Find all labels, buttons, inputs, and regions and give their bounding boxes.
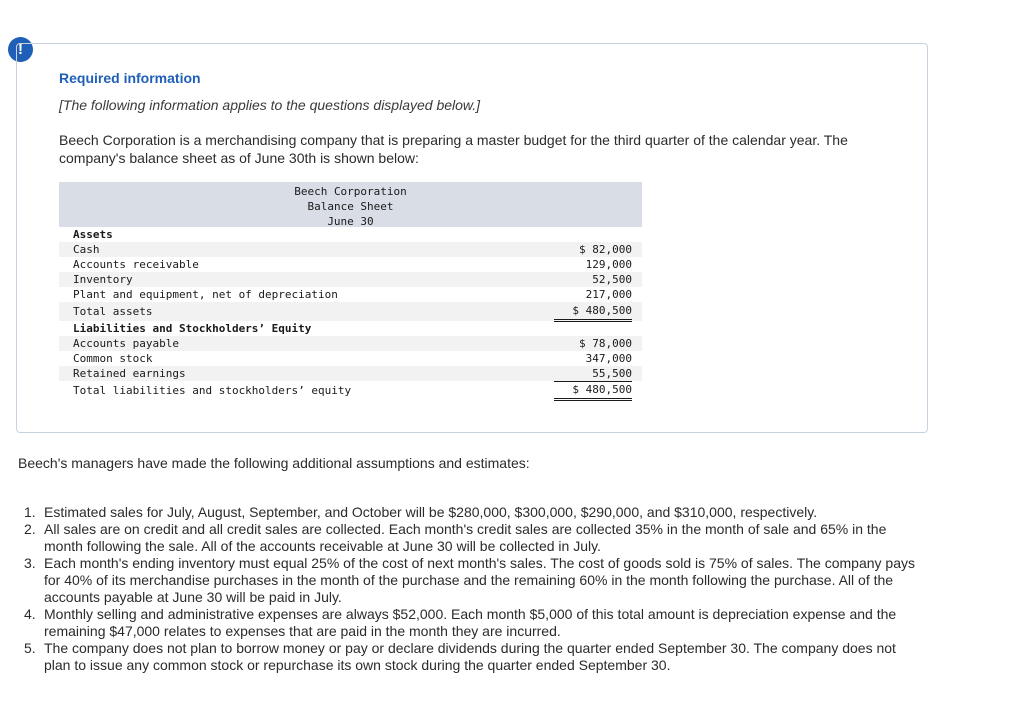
list-item-number: 3. (24, 555, 36, 571)
row-label: Accounts receivable (73, 258, 199, 271)
alert-icon: ! (8, 37, 33, 62)
row-value: 55,500 (554, 366, 632, 382)
list-item-text: Each month's ending inventory must equal 25% of the cost of next month's sales. The cost of goods sold is 75% of sales. The company pays for 40% of its merchandise purchases in the month of the purchase and the remaining 60% in the month following the purchase. All of the accounts payable at June 30 will be paid in July. (44, 555, 915, 605)
list-item-text: Monthly selling and administrative expenses are always $52,000. Each month $5,000 of this total amount is depreciation expense and the remaining $47,000 relates to expenses that are paid in the month they are incurred. (44, 606, 897, 639)
list-item-number: 4. (24, 606, 36, 622)
table-row (59, 272, 642, 287)
table-row (59, 257, 642, 272)
box-note: [The following information applies to the questions displayed below.] (59, 97, 481, 113)
liabilities-heading: Liabilities and Stockholders’ Equity (73, 322, 312, 335)
row-label: Accounts payable (73, 337, 179, 350)
required-information-box (16, 43, 928, 433)
box-intro: Beech Corporation is a merchandising company that is preparing a master budget for the third quarter of the calendar year. The company's balance sheet as of June 30th is shown below: (59, 132, 848, 166)
row-value: 52,500 (592, 273, 632, 286)
list-item (24, 555, 924, 606)
balance-sheet-date: June 30 (327, 215, 374, 228)
row-label: Plant and equipment, net of depreciation (73, 288, 338, 301)
row-value: $ 480,500 (554, 381, 632, 401)
row-label: Retained earnings (73, 367, 186, 380)
table-row (59, 381, 642, 400)
balance-sheet-title: Balance Sheet (307, 200, 394, 213)
row-value: $ 78,000 (579, 337, 632, 350)
row-label: Inventory (73, 273, 133, 286)
table-row (59, 242, 642, 257)
assumption-list (24, 504, 924, 674)
list-item-text: All sales are on credit and all credit sales are collected. Each month's credit sales are collected 35% in the month of sale and 65% in the month following the sale. All of the accounts receivable at June 30 will be collected in July. (44, 521, 887, 554)
assumptions-intro: Beech's managers have made the following additional assumptions and estimates: (18, 455, 530, 471)
table-row (59, 351, 642, 366)
row-value: 347,000 (585, 352, 632, 365)
row-value: $ 82,000 (579, 243, 632, 256)
table-row (59, 287, 642, 302)
list-item-text: The company does not plan to borrow money or pay or declare dividends during the quarter ended September 30. The company does not plan to issue any common stock or repurchase its own stock during the quarter ended September 30. (44, 640, 896, 673)
row-value: $ 480,500 (554, 302, 632, 322)
list-item (24, 606, 924, 640)
box-title: Required information (59, 70, 201, 86)
row-label: Total assets (73, 305, 153, 318)
row-value: 129,000 (585, 258, 632, 271)
list-item (24, 521, 924, 555)
row-label: Total liabilities and stockholders’ equity (73, 384, 352, 397)
list-item-number: 5. (24, 640, 36, 656)
balance-sheet-company: Beech Corporation (294, 185, 407, 198)
list-item (24, 640, 924, 674)
list-item-number: 1. (24, 504, 36, 520)
list-item-number: 2. (24, 521, 36, 537)
table-row (59, 366, 642, 381)
assets-heading: Assets (73, 228, 113, 241)
list-item-text: Estimated sales for July, August, September, and October will be $280,000, $300,000, $290,000, and $310,000, respectively. (44, 504, 818, 520)
list-item (24, 504, 924, 521)
table-row (59, 336, 642, 351)
row-value: 217,000 (554, 287, 632, 303)
balance-sheet-header (59, 182, 642, 227)
table-row (59, 302, 642, 321)
table-row (59, 321, 642, 336)
row-label: Cash (73, 243, 100, 256)
table-row (59, 227, 642, 242)
balance-sheet-table (59, 182, 642, 400)
row-label: Common stock (73, 352, 153, 365)
